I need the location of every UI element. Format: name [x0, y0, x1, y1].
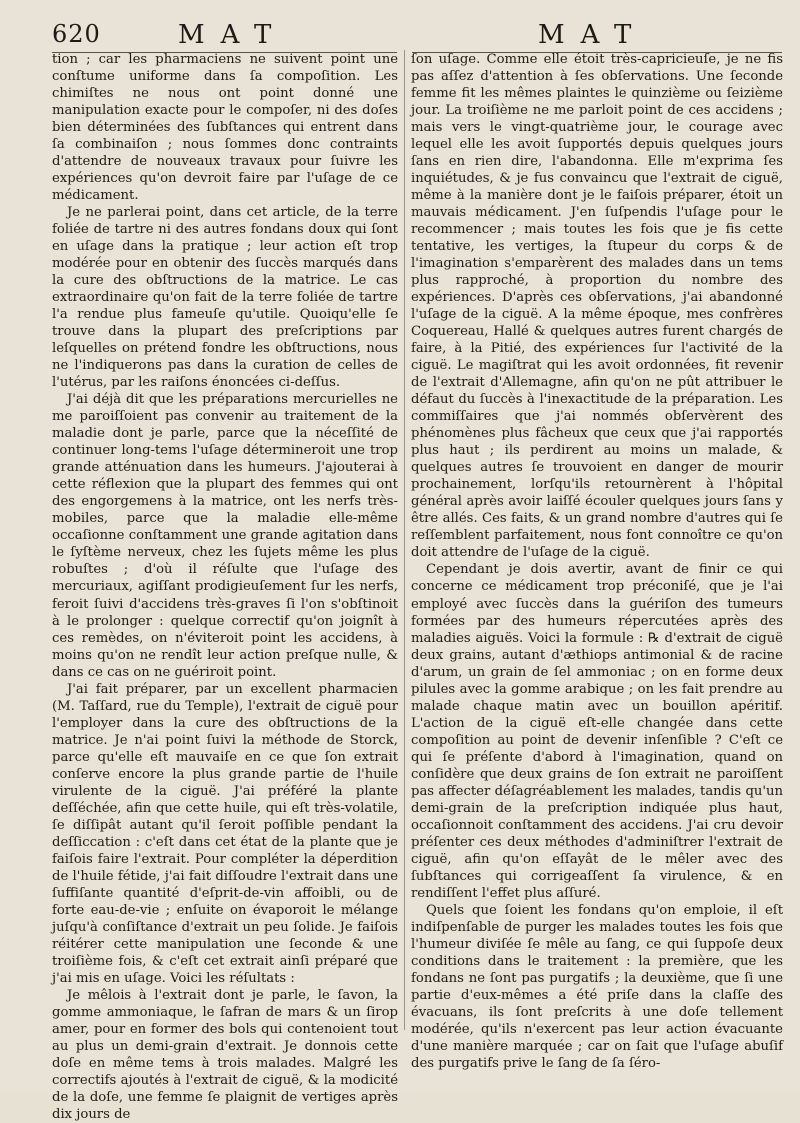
page-header [0, 14, 800, 50]
left-column [52, 51, 398, 1123]
running-title-right: MAT [538, 20, 648, 50]
paragraph: Quels que ſoient les fondans qu'on emploie, il eſt indiſpenſable de purger les malades toutes les fois que l'humeur diviſée ſe mêle au ſang, ce qui ſuppoſe deux conditions dans le traitement : la première, que les fondans ne ſont pas purgatifs ; la deuxième, que ſi une partie d'eux-mêmes a été priſe dans la claſſe des évacuans, ils ſont preſcrits à une doſe tellement modérée, qu'ils n'exercent pas leur action évacuante d'une manière marquée ; car on ſait que l'uſage abuſif des purgatifs prive le ſang de ſa ſéro- [411, 902, 783, 1071]
paragraph: tion ; car les pharmaciens ne suivent point une conſtume uniforme dans ſa compoſition. Les chimiſtes ne nous ont point donné une manipulation exacte pour le compoſer, ni des doſes bien déterminées des ſubſtances qui entrent dans ſa combinaiſon ; nous ſommes donc contraints d'attendre de nouveaux travaux pour ſuivre les expériences qu'on devroit faire par l'uſage de ce médicament. [52, 52, 398, 204]
paragraph: ſon uſage. Comme elle étoit très-capricieuſe, je ne fis pas aſſez d'attention à ſes obſervations. Une ſeconde femme fit les mêmes plaintes le quinzième ou ſeizième jour. La troiſième ne me parloit point de ces accidens ; mais vers le vingt-quatrième jour, le courage avec lequel elle les avoit ſupportés depuis quelques jours ſans en rien dire, l'abandonna. Elle m'exprima ſes inquiétudes, & je fus convaincu que l'extrait de ciguë, même à la manière dont je le faiſois préparer, étoit un mauvais médicament. J'en ſuſpendis l'uſage pour le recommencer ; mais toutes les fois que je fis cette tentative, les vertiges, la ſtupeur du corps & de l'imagination s'emparèrent des malades dans un tems plus rapproché, à proportion du nombre des expériences. D'après ces obſervations, j'ai abandonné l'uſage de la ciguë. A la même époque, mes confrères Coquereau, Hallé & quelques autres furent chargés de faire, à la Pitié, des expériences ſur l'activité de la ciguë. Le magiſtrat qui les avoit ordonnées, fit revenir de l'extrait d'Allemagne, afin qu'on ne pût attribuer le défaut du ſuccès à l'inexactitude de la préparation. Les commiſſaires que j'ai nommés obſervèrent des phénomènes plus fâcheux que ceux que j'ai rapportés plus haut ; ils perdirent au moins un malade, & quelques autres ſe trouvoient en danger de mourir prochainement, lorſqu'ils retournèrent à l'hôpital général après avoir laiſſé écouler quelques jours ſans y être allés. Ces faits, & un grand nombre d'autres qui ſe reſſemblent parfaitement, nous font connoître ce qu'on doit attendre de l'uſage de la ciguë. [411, 52, 783, 561]
paragraph: Je mêlois à l'extrait dont je parle, le ſavon, la gomme ammoniaque, le ſafran de mars & un ſirop amer, pour en former des bols qui contenoient tout au plus un demi-grain d'extrait. Je donnois cette doſe en même tems à trois malades. Malgré les correctifs ajoutés à l'extrait de ciguë, & la modicité de la doſe, une femme ſe plaignit de vertiges après dix jours de [52, 987, 398, 1122]
paragraph: Je ne parlerai point, dans cet article, de la terre foliée de tartre ni des autres fondans doux qui ſont en uſage dans la pratique ; leur action eſt trop modérée pour en obtenir des ſuccès marqués dans la cure des obſtructions de la matrice. Le cas extraordinaire qu'on fait de la terre foliée de tartre l'a rendue plus fameuſe qu'utile. Quoiqu'elle ſe trouve dans la plupart des preſcriptions par leſquelles on prétend fondre les obſtructions, nous ne l'indiquerons pas dans la curation de celles de l'utérus, par les raiſons énoncées ci-deſſus. [52, 205, 398, 391]
right-column [411, 51, 783, 1072]
paragraph: J'ai fait préparer, par un excellent pharmacien (M. Taſſard, rue du Temple), l'extrait de ciguë pour l'employer dans la cure des obſtructions de la matrice. Je n'ai point ſuivi la méthode de Storck, parce qu'elle eſt mauvaiſe en ce que ſon extrait conſerve encore la plus grande partie de l'huile virulente de la ciguë. J'ai préféré la plante deſſéchée, afin que cette huile, qui eſt très-volatile, ſe diſſipât autant qu'il ſeroit poſſible pendant la deſſiccation : c'eſt dans cet état de la plante que je faiſois faire l'extrait. Pour compléter la déperdition de l'huile fétide, j'ai fait diſſoudre l'extrait dans une ſuffiſante quantité d'eſprit-de-vin affoibli, ou de forte eau-de-vie ; enſuite on évaporoit le mélange juſqu'à conſiſtance d'extrait un peu ſolide. Je faiſois réitérer cette manipulation une ſeconde & une troiſième fois, & c'eſt cet extrait ainſi préparé que j'ai mis en uſage. Voici les réſultats : [52, 681, 398, 986]
running-title-left: MAT [178, 20, 288, 50]
page-number: 620 [52, 20, 101, 48]
paragraph: J'ai déjà dit que les préparations mercurielles ne me paroiſſoient pas convenir au traitement de la maladie dont je parle, parce que la néceſſité de continuer long-tems l'uſage détermineroit une trop grande atténuation dans les humeurs. J'ajouterai à cette réflexion que la plupart des femmes qui ont des engorgemens à la matrice, ont les nerfs très-mobiles, parce que la maladie elle-même occaſionne conſtamment une grande agitation dans le ſyſtème nerveux, chez les ſujets même les plus robuſtes ; d'où il réſulte que l'uſage des mercuriaux, agiſſant prodigieuſement ſur les nerfs, feroit ſuivi d'accidens très-graves ſi l'on s'obſtinoit à le prolonger : quelque correctif qu'on joignît à ces remèdes, on n'éviteroit point les accidens, à moins qu'on ne rendît leur action preſque nulle, & dans ce cas on ne guériroit point. [52, 392, 398, 680]
column-divider [404, 50, 405, 1030]
paragraph: Cependant je dois avertir, avant de finir ce qui concerne ce médicament trop préconiſé, que je l'ai employé avec ſuccès dans la guériſon des tumeurs formées par des humeurs répercutées après des maladies aiguës. Voici la formule : ℞ d'extrait de ciguë deux grains, autant d'æthiops antimonial & de racine d'arum, un grain de ſel ammoniac ; on en forme deux pilules avec la gomme arabique ; on les fait prendre au malade chaque matin avec un bouillon apéritif. L'action de la ciguë eſt-elle changée dans cette compoſition au point de devenir inſenſible ? C'eſt ce qui ſe préſente d'abord à l'imagination, quand on conſidère que deux grains de ſon extrait ne paroiſſent pas affecter déſagréablement les malades, tandis qu'un demi-grain de la preſcription indiquée plus haut, occaſionnoit conſtamment des accidens. J'ai cru devoir préſenter ces deux méthodes d'adminiſtrer l'extrait de ciguë, afin qu'on eſſayât de le mêler avec des ſubſtances qui corrigeaſſent ſa virulence, & en rendiſſent l'effet plus aſſuré. [411, 562, 783, 901]
bleed-through-mark [60, 1032, 390, 1072]
